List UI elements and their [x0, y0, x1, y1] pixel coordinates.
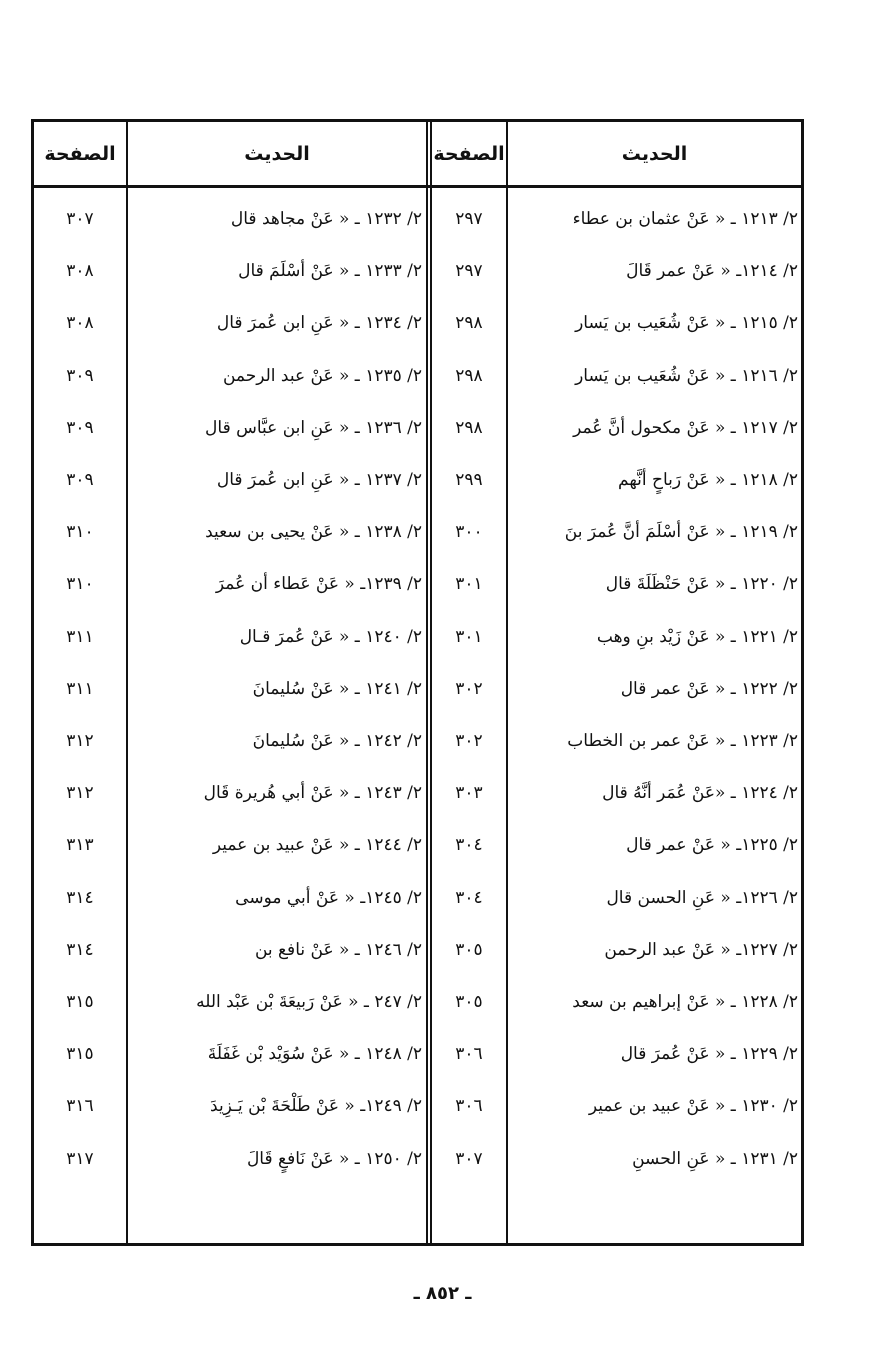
page-reference: ٣٠٤: [455, 887, 483, 908]
page-reference: ٣١١: [66, 678, 94, 699]
page-reference: ٣١٠: [66, 574, 94, 595]
page-reference: ٣١٤: [66, 887, 94, 908]
hadith-entry: ٢/ ١٢٣٩ـ « عَنْ عَطاء أن عُمرَ: [215, 574, 422, 595]
page-reference: ٣٠١: [455, 574, 483, 595]
hadith-entry: ٢/ ١٢٣٨ ـ « عَنْ يحيى بن سعيد: [205, 522, 422, 543]
page-reference: ٢٩٨: [455, 417, 483, 438]
hadith-entry: ٢/ ١٢٢٦ـ « عَنِ الحسن قال: [606, 887, 798, 908]
page-reference: ٣١٥: [66, 992, 94, 1012]
hadith-entry: ٢/ ١٢١٦ ـ « عَنْ شُعَيب بن يَسار: [575, 365, 798, 386]
page-reference: ٣٠١: [455, 626, 483, 647]
page-reference: ٣١١: [66, 626, 94, 647]
hadith-entry: ٢/ ١٢١٨ ـ « عَنْ رَباحٍ أنَّهم: [618, 470, 798, 490]
divider-center: [426, 122, 428, 1243]
hadith-entry: ٢/ ١٢١٣ ـ « عَنْ عثمان بن عطاء: [572, 209, 798, 229]
page-reference: ٣٠٣: [455, 783, 483, 804]
hadith-entry: ٢/ ١٢٣٦ ـ « عَنِ ابن عبَّاس قال: [205, 417, 422, 438]
header-right-page: الصفحة: [433, 143, 505, 165]
page-number: ـ ٨٥٢ ـ: [413, 1283, 472, 1304]
hadith-entry: ٢/ ١٢١٤ـ « عَنْ عمر قَالَ: [626, 261, 798, 282]
page-reference: ٣١٧: [66, 1148, 94, 1169]
page-reference: ٣٠٩: [66, 470, 94, 490]
hadith-entry: ٢/ ١٢٤٥ـ « عَنْ أبي موسى: [235, 887, 422, 908]
hadith-entry: ٢/ ١٢٤٦ ـ « عَنْ نافع بن: [254, 939, 422, 960]
page-reference: ٢٩٧: [455, 261, 483, 282]
page-reference: ٣١٣: [66, 835, 94, 856]
page-reference: ٣١٢: [66, 731, 94, 751]
page-reference: ٣٠٧: [455, 1148, 483, 1169]
header-left-hadith: الحديث: [244, 143, 310, 165]
hadith-entry: ٢/ ١٢٢٩ ـ « عَنْ عُمرَ قال: [620, 1044, 798, 1065]
page-reference: ٣٠٤: [455, 835, 483, 856]
hadith-entry: ٢/ ١٢٢١ ـ « عَنْ زَيْد بنِ وهب: [596, 626, 798, 647]
header-left-page: الصفحة: [44, 143, 116, 165]
page-reference: ٣٠٥: [455, 939, 483, 960]
hadith-entry: ٢/ ١٢٢٠ ـ « عَنْ حَنْظَلَةَ قال: [605, 574, 798, 595]
page-reference: ٣١٦: [66, 1096, 94, 1117]
hadith-entry: ٢/ ١٢٥٠ ـ « عَنْ نَافعٍ قَالَ: [246, 1148, 422, 1169]
hadith-entry: ٢/ ١٢١٥ ـ « عَنْ شُعَيب بن يَسار: [575, 313, 798, 334]
hadith-entry: ٢/ ١٢٤٤ ـ « عَنْ عبيد بن عمير: [212, 835, 422, 856]
hadith-entry: ٢/ ٢٤٧ ـ « عَنْ رَبيعَةَ بْن عَبْد الله: [196, 992, 422, 1012]
page-reference: ٣١٠: [66, 522, 94, 543]
page-reference: ٣٠٧: [66, 209, 94, 229]
page-reference: ٣١٥: [66, 1044, 94, 1065]
hadith-entry: ٢/ ١٢١٧ ـ « عَنْ مكحول أنَّ عُمر: [573, 417, 798, 438]
hadith-entry: ٢/ ١٢٤٨ ـ « عَنْ سُوَيْد بْن غَفَلَةَ: [207, 1044, 422, 1065]
page-reference: ٣٠٩: [66, 365, 94, 386]
page-reference: ٣٠٢: [455, 678, 483, 699]
hadith-entry: ٢/ ١٢٢٧ـ « عَنْ عبد الرحمن: [604, 939, 798, 960]
page-reference: ٢٩٩: [455, 470, 483, 490]
divider-left-page: [126, 122, 128, 1243]
hadith-entry: ٢/ ١٢٤١ ـ « عَنْ سُليمانَ: [252, 678, 422, 699]
hadith-entry: ٢/ ١٢٣٧ ـ « عَنِ ابن عُمرَ قال: [216, 470, 422, 490]
hadith-entry: ٢/ ١٢٣٠ ـ « عَنْ عبيد بن عمير: [588, 1096, 798, 1117]
page-reference: ٣٠٠: [455, 522, 483, 543]
page-reference: ٢٩٨: [455, 313, 483, 334]
hadith-entry: ٢/ ١٢٣٢ ـ « عَنْ مجاهد قال: [230, 209, 422, 229]
hadith-entry: ٢/ ١٢٣٥ ـ « عَنْ عبد الرحمن: [222, 365, 422, 386]
hadith-entry: ٢/ ١٢٢٨ ـ « عَنْ إبراهيم بن سعد: [572, 992, 798, 1012]
hadith-entry: ٢/ ١٢٣١ ـ « عَنِ الحسنِ: [632, 1148, 798, 1169]
hadith-entry: ٢/ ١٢٢٥ـ « عَنْ عمر قال: [626, 835, 798, 856]
page-reference: ٣١٤: [66, 939, 94, 960]
header-divider: [34, 185, 801, 188]
hadith-entry: ٢/ ١٢٤٢ ـ « عَنْ سُليمانَ: [252, 731, 422, 751]
page-reference: ٣٠٦: [455, 1096, 483, 1117]
index-table: [31, 119, 804, 1246]
hadith-entry: ٢/ ١٢٤٣ ـ « عَنْ أبي هُريرة قَال: [203, 783, 422, 804]
page-reference: ٣٠٦: [455, 1044, 483, 1065]
page-reference: ٣١٢: [66, 783, 94, 804]
hadith-entry: ٢/ ١٢٤٩ـ « عَنْ طَلْحَةَ بْن يَـزِيدَ: [210, 1096, 422, 1117]
page-reference: ٢٩٨: [455, 365, 483, 386]
header-right-hadith: الحديث: [621, 143, 688, 165]
page-reference: ٣٠٩: [66, 417, 94, 438]
hadith-entry: ٢/ ١٢١٩ ـ « عَنْ أسْلَمَ أنَّ عُمرَ بنَ: [564, 522, 798, 543]
hadith-entry: ٢/ ١٢٣٣ ـ « عَنْ أسْلَمَ قال: [238, 261, 422, 282]
page-reference: ٢٩٧: [455, 209, 483, 229]
hadith-entry: ٢/ ١٢٤٠ ـ « عَنْ عُمرَ قـال: [239, 626, 422, 647]
page-reference: ٣٠٨: [66, 313, 94, 334]
hadith-entry: ٢/ ١٢٣٤ ـ « عَنِ ابن عُمرَ قال: [216, 313, 422, 334]
page-reference: ٣٠٨: [66, 261, 94, 282]
page-reference: ٣٠٥: [455, 992, 483, 1012]
hadith-entry: ٢/ ١٢٢٤ ـ «عَنْ عُمَر أنَّهُ قال: [602, 783, 798, 804]
page-reference: ٣٠٢: [455, 731, 483, 751]
hadith-entry: ٢/ ١٢٢٢ ـ « عَنْ عمر قال: [620, 678, 798, 699]
hadith-entry: ٢/ ١٢٢٣ ـ « عَنْ عمر بن الخطاب: [567, 731, 798, 751]
